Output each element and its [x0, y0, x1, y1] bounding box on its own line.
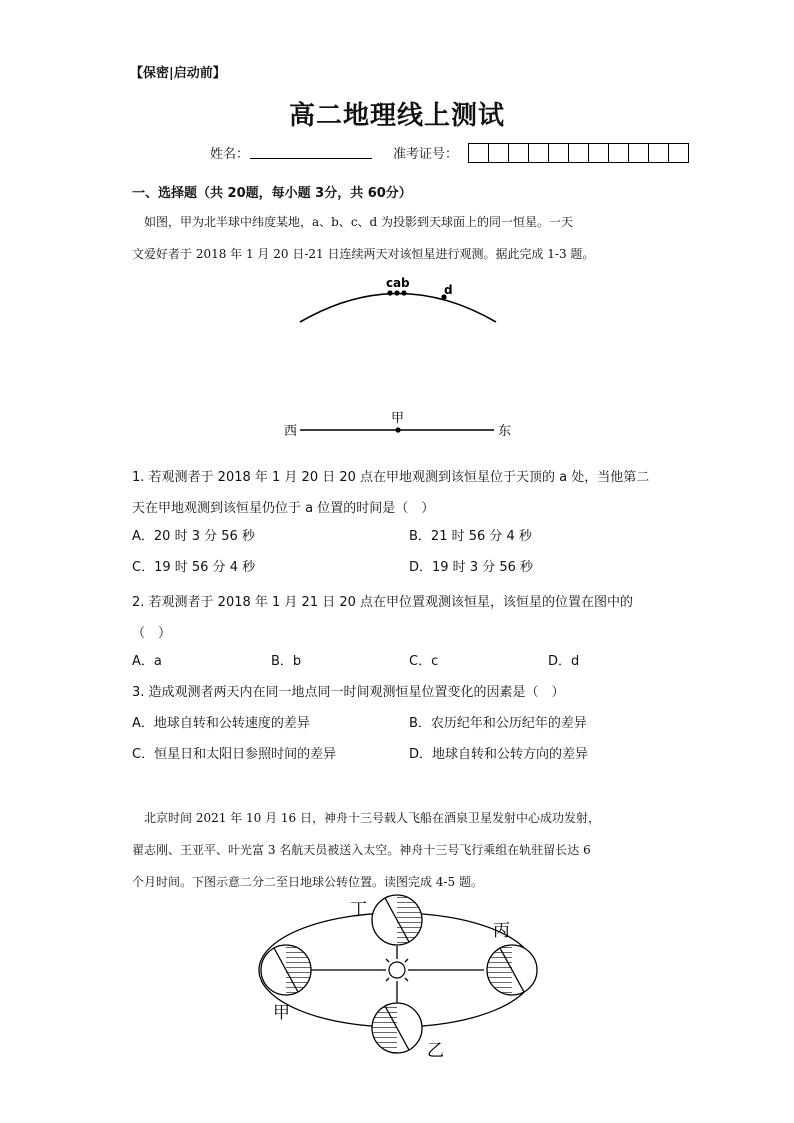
q1-option-c[interactable]: C．19 时 56 分 4 秒	[132, 560, 256, 575]
q1-option-d[interactable]: D．19 时 3 分 56 秒	[409, 560, 534, 575]
sun-icon	[381, 954, 413, 986]
west-label: 西	[284, 424, 298, 439]
exam-id-box[interactable]	[568, 143, 589, 163]
q2-option-b[interactable]: B．b	[271, 654, 302, 669]
passage-1	[132, 206, 672, 270]
label-ding: 丁	[350, 900, 367, 920]
star-point-c	[387, 290, 392, 295]
exam-id-box[interactable]	[548, 143, 569, 163]
exam-id-box[interactable]	[628, 143, 649, 163]
confidentiality-label: 【保密|启动前】	[130, 66, 226, 81]
question-2	[132, 587, 672, 649]
star-position-diagram	[280, 275, 520, 440]
q3-option-c[interactable]: C．恒星日和太阳日参照时间的差异	[132, 747, 337, 762]
passage-1-line-2: 文爱好者于 2018 年 1 月 20 日-21 日连续两天对该恒星进行观测。据此完成 1-3 题。	[132, 247, 595, 261]
page-title: 高二地理线上测试	[288, 101, 505, 131]
passage-2-line-3: 个月时间。下图示意二分二至日地球公转位置。读图完成 4-5 题。	[132, 875, 483, 889]
q1-option-b[interactable]: B．21 时 56 分 4 秒	[409, 529, 532, 544]
question-1-stem-line-1: 1. 若观测者于 2018 年 1 月 20 日 20 点在甲地观测到该恒星位于天顶的 a 处，当他第二	[132, 470, 650, 485]
earth-ding	[372, 895, 422, 945]
exam-id-box[interactable]	[648, 143, 669, 163]
star-label-a: a	[393, 276, 402, 290]
celestial-arc	[300, 294, 496, 323]
exam-id-label: 准考证号：	[393, 147, 459, 162]
passage-2-line-1: 北京时间 2021 年 10 月 16 日，神舟十三号载人飞船在酒泉卫星发射中心成功发射，	[132, 811, 600, 825]
observer-point	[395, 427, 400, 432]
east-label: 东	[498, 424, 512, 439]
star-label-b: b	[401, 276, 410, 290]
passage-2	[132, 802, 672, 898]
exam-id-box[interactable]	[508, 143, 529, 163]
question-1	[132, 462, 672, 524]
q3-option-b[interactable]: B．农历纪年和公历纪年的差异	[409, 716, 587, 731]
section-heading: 一、选择题（共 20题，每小题 3分，共 60分）	[132, 186, 412, 201]
name-label: 姓名：	[210, 147, 250, 162]
earth-bing	[487, 945, 537, 995]
exam-id-box[interactable]	[528, 143, 549, 163]
q2-option-c[interactable]: C．c	[409, 654, 439, 669]
exam-id-boxes[interactable]	[469, 143, 689, 163]
star-label-d: d	[444, 283, 453, 297]
question-2-stem-line-1: 2. 若观测者于 2018 年 1 月 21 日 20 点在甲位置观测该恒星，该恒星的位置在图中的	[132, 595, 634, 610]
q1-option-a[interactable]: A．20 时 3 分 56 秒	[132, 529, 255, 544]
earth-jia	[261, 945, 311, 995]
passage-1-line-1: 如图，甲为北半球中纬度某地，a、b、c、d 为投影到天球面上的同一恒星。一天	[132, 215, 574, 229]
star-label-c: c	[386, 276, 394, 290]
label-yi: 乙	[427, 1041, 444, 1061]
label-bing: 丙	[493, 921, 510, 941]
sun-earth-lines	[290, 946, 484, 1003]
star-point-b	[401, 290, 406, 295]
exam-id-box[interactable]	[588, 143, 609, 163]
passage-2-line-2: 翟志刚、王亚平、叶光富 3 名航天员被送入太空。神舟十三号飞行乘组在轨驻留长达 6	[132, 843, 591, 857]
earth-orbit-diagram	[250, 890, 560, 1070]
name-field[interactable]	[250, 158, 372, 159]
exam-id-box[interactable]	[668, 143, 689, 163]
label-jia: 甲	[273, 1003, 290, 1023]
q2-option-d[interactable]: D．d	[548, 654, 580, 669]
observer-label: 甲	[391, 411, 405, 426]
exam-id-box[interactable]	[468, 143, 489, 163]
question-1-stem-line-2: 天在甲地观测到该恒星仍位于 a 位置的时间是（ ）	[132, 501, 435, 516]
star-point-a	[394, 290, 399, 295]
exam-id-box[interactable]	[488, 143, 509, 163]
q2-option-a[interactable]: A．a	[132, 654, 162, 669]
q3-option-d[interactable]: D．地球自转和公转方向的差异	[409, 747, 589, 762]
question-3-stem: 3. 造成观测者两天内在同一地点同一时间观测恒星位置变化的因素是（ ）	[132, 685, 565, 700]
question-2-stem-line-2: （ ）	[132, 626, 172, 641]
exam-id-box[interactable]	[608, 143, 629, 163]
q3-option-a[interactable]: A．地球自转和公转速度的差异	[132, 716, 310, 731]
earth-yi	[372, 1003, 422, 1053]
